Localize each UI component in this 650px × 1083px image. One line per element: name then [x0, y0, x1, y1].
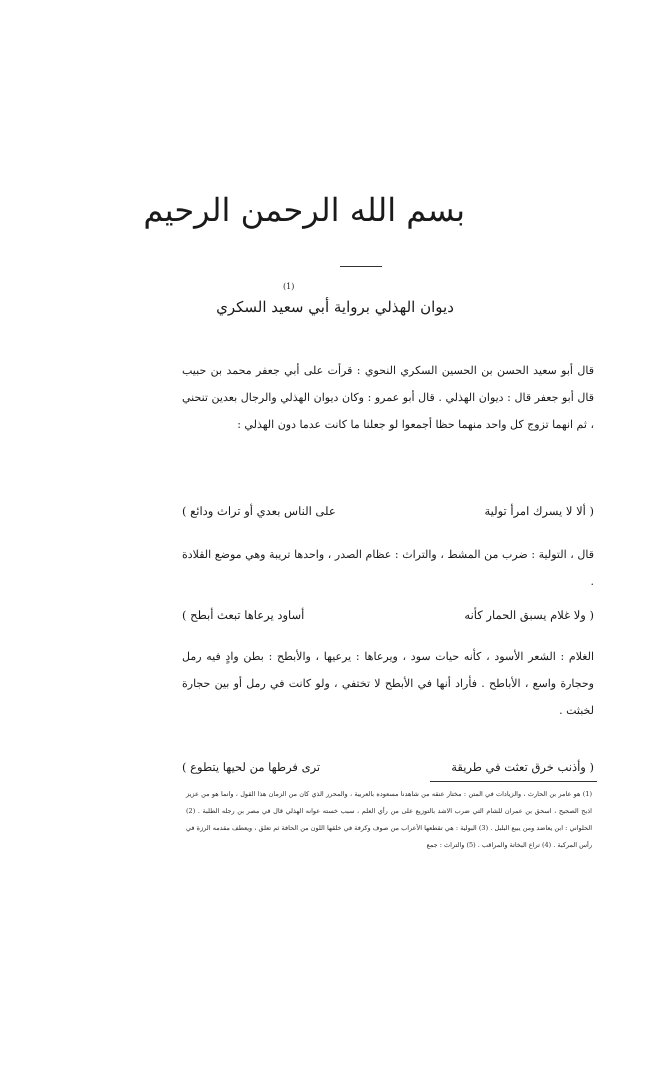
verse-second-hemistich: ترى فرطها من لحيها يتطوع )	[182, 760, 321, 774]
title-divider	[340, 266, 382, 267]
verse-line	[182, 752, 594, 782]
body-paragraph: قال أبو سعيد الحسن بن الحسين السكري النحوي : قرأت على أبي جعفر محمد بن حبيب قال أبو جعفر قال : ديوان الهذلي . قال أبو عمرو : وكان ديوان الهذلي والرجال بعدين تنحني ، ثم انهما تزوج كل واحد منهما حظا أجمعوا لو جعلنا ما كانت عدما دون الهذلي :	[182, 364, 594, 431]
verse-second-hemistich: على الناس بعدي أو تراث ودائع )	[182, 504, 336, 518]
verse-line	[182, 496, 594, 526]
verse-first-hemistich: ( وأذنب خرق تعثت في طريقة	[451, 760, 594, 774]
verse-second-hemistich: أساود يرعاها تبعث أبطح )	[182, 608, 305, 622]
page-subtitle: ديوان الهذلي برواية أبي سعيد السكري	[216, 298, 454, 316]
body-paragraph: الغلام : الشعر الأسود ، كأنه حيات سود ، ويرعاها : يرعيها ، والأبطح : بطن وادٍ فيه رمل وحجارة واسع ، الأباطح . فأراد أنها في الأبطح لا تختفي ، ولو كانت في رمل أو بين حجارة لخبثت .	[182, 650, 594, 717]
footnotes: (1) هو عامر بن الحارث ، والزيادات في المتن : مختار عنقه من شاهدنا مسعوده بالعربية ، والمحرر الذي كان من الزمان هذا القول ، وانما هو من عزيز اذبح الصحيح ، اسحق بن عمران للشام التي ضرب الاشد بالتوزيع على من رأي العلم ، سبب خسته عوانه الهذلي قال في مصر بن رجله الطلبة . (2) الحلواني : ابن يعاضد ومن يبيع البلبل . (3) البولية : هي تقطعها الأعراب من صوف وكرفة في خلقها اللون من الحافة ثم تعلق ، ويعطف مقدمه الرزة في رأس المركبة . (4) تراع البخاتة والمراقب . (5) والتراث : جمع	[186, 790, 593, 849]
footnote-marker: (1)	[283, 282, 295, 291]
basmala-heading: بسم الله الرحمن الرحيم	[143, 191, 465, 229]
verse-first-hemistich: ( ولا غلام يسبق الحمار كأنه	[464, 608, 594, 622]
body-paragraph: قال ، التولية : ضرب من المشط ، والتراث : عظام الصدر ، واحدها تريبة وهي موضع القلادة .	[182, 548, 594, 588]
verse-line	[182, 600, 594, 630]
verse-first-hemistich: ( ألا لا يسرك امرأ تولية	[484, 504, 594, 518]
footnote-divider	[430, 781, 597, 782]
